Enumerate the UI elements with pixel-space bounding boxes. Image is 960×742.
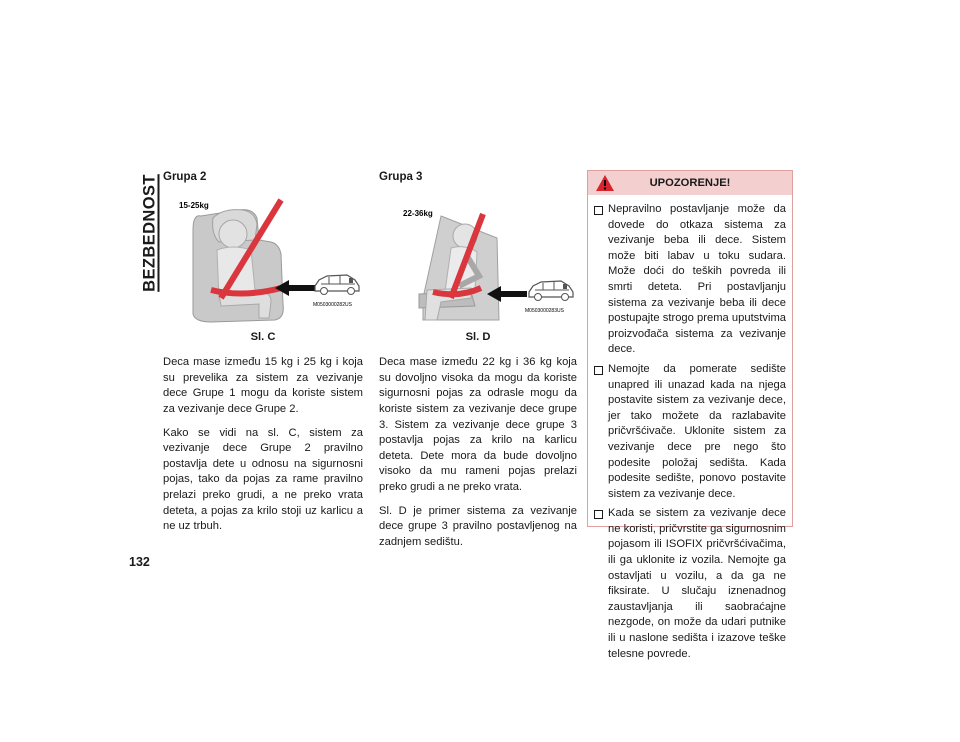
figure-c-weight-label: 15-25kg bbox=[179, 200, 209, 210]
figure-c-illustration bbox=[163, 194, 363, 326]
checkbox-bullet-icon bbox=[594, 366, 603, 375]
figure-c-caption: Sl. C bbox=[250, 330, 276, 343]
section-title: BEZBEDNOST bbox=[140, 174, 159, 292]
warning-item-text: Nemojte da pomerate sedište unapred ili unazad kada na njega postavite sistem za vezivanje dece, jer tako možete da razlabavite pričvršćivače. Uklonite sistem za vezivanje dece pre nego što podesite položaj sedišta. Kada podesite sedište, ponovo postavite sistem za vezivanje dece. bbox=[608, 362, 786, 500]
group2-column bbox=[163, 170, 363, 543]
warning-item bbox=[594, 506, 786, 662]
section-tab bbox=[138, 176, 162, 290]
warning-list bbox=[588, 195, 792, 662]
figure-d bbox=[379, 194, 577, 326]
checkbox-bullet-icon bbox=[594, 510, 603, 519]
warning-box bbox=[587, 170, 793, 660]
figure-d-code: M0503000283US bbox=[525, 307, 564, 314]
group3-paragraph-2: Sl. D je primer sistema za vezivanje dece grupe 3 pravilno postavljenog na zadnjem sedištu. bbox=[379, 504, 577, 548]
group2-paragraph-2: Kako se vidi na sl. C, sistem za vezivanje dece Grupe 2 pravilno postavlja dete u odnosu na sigurnosni pojas, tako da pojas za rame pravilno prelazi preko grudi, a ne preko vrata deteta, a pojas za krilo stoji uz karlicu a ne uz trbuh. bbox=[163, 426, 363, 533]
page-number: 132 bbox=[129, 555, 150, 569]
figure-d-illustration bbox=[379, 194, 577, 326]
figure-c-code: M0503000282US bbox=[313, 301, 352, 308]
warning-title: UPOZORENJE! bbox=[649, 177, 731, 189]
group2-heading: Grupa 2 bbox=[163, 171, 207, 183]
figure-d-caption: Sl. D bbox=[465, 330, 491, 343]
warning-item bbox=[594, 202, 786, 358]
group3-column bbox=[379, 170, 577, 558]
group3-heading: Grupa 3 bbox=[379, 171, 423, 183]
checkbox-bullet-icon bbox=[594, 206, 603, 215]
warning-header bbox=[588, 171, 792, 195]
group2-paragraph-1: Deca mase između 15 kg i 25 kg i koja su prevelika za sistem za vezivanje dece Grupe 1 mogu da koriste sistem za vezivanje dece Grupe 2. bbox=[163, 356, 363, 415]
warning-triangle-icon bbox=[595, 173, 615, 193]
group3-paragraph-1: Deca mase između 22 kg i 36 kg koja su dovoljno visoka da mogu da koriste sigurnosni pojas za odrasle mogu da koriste sistem za vezivanje dece grupe 3. Sistem za vezivanje dece grupe 3 postavlja pojas za krilo na karlicu deteta. Dete mora da bude dovoljno visoko da mu rameni pojas prelazi preko grudi a ne preko vrata. bbox=[379, 356, 577, 493]
warning-item-text: Kada se sistem za vezivanje dece ne koristi, pričvrstite ga sigurnosnim pojasom ili ISOFIX pričvršćivačima, ili ga uklonite iz vozila. Nemojte ga ostavljati u vozilu, a da ga ne fiksirate. U slučaju iznenadnog zaustavljanja ili saobraćajne nezgode, on može da udari putnike ili u naslone sedišta i izazove teške telesne povrede. bbox=[608, 507, 786, 660]
figure-d-weight-label: 22-36kg bbox=[403, 208, 433, 218]
warning-item-text: Nepravilno postavljanje može da dovede do otkaza sistema za vezivanje beba ili dece. Sistem može biti labav u toku sudara. Može doći do teških povreda ili smrti deteta. Pri postavljanju sistema za vezivanje beba ili dece postupajte strogo prema uputstvima proizvođača sistema za vezivanje dece. bbox=[608, 203, 786, 356]
figure-c bbox=[163, 194, 363, 326]
warning-item bbox=[594, 362, 786, 502]
